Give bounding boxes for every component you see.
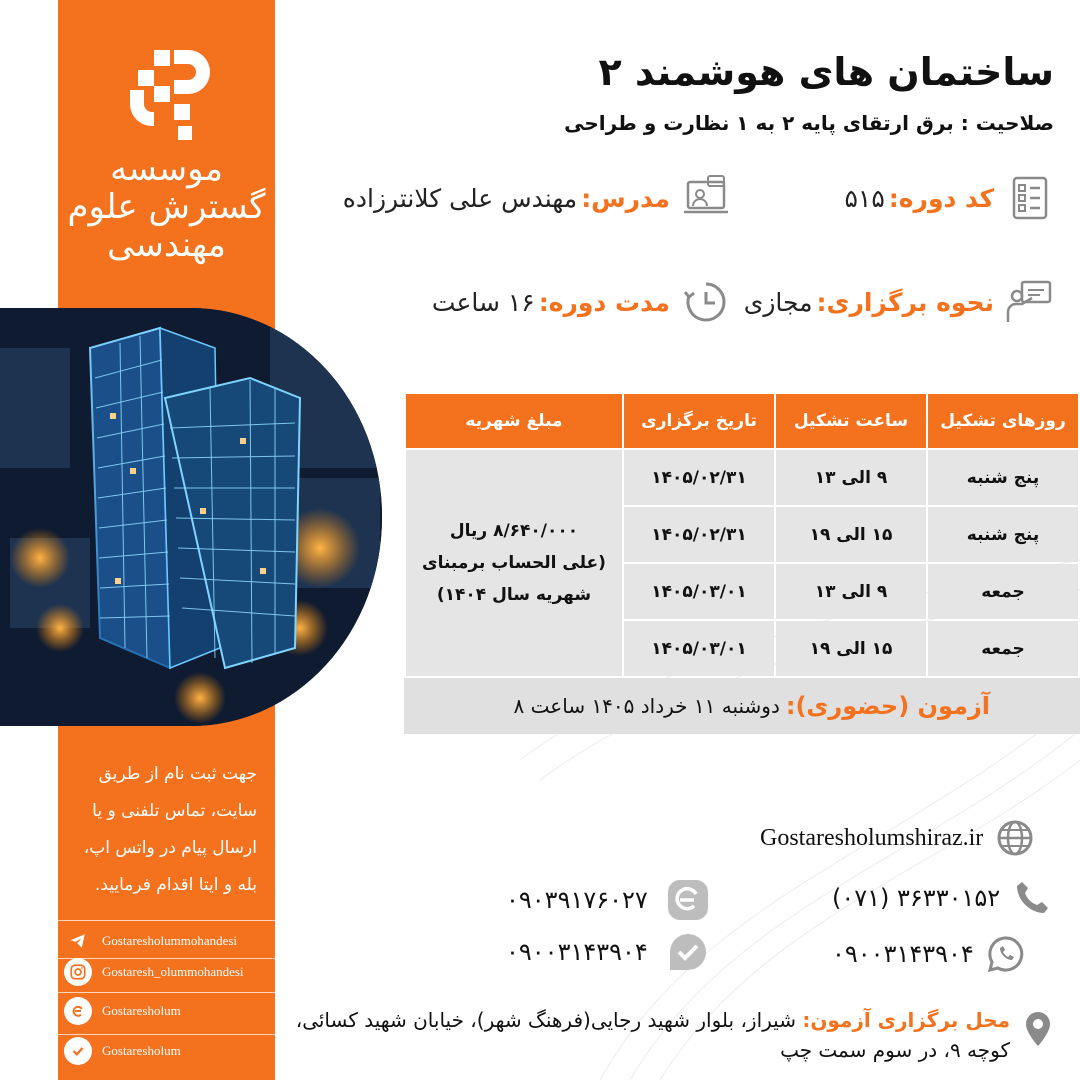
cell-day: جمعه [928, 564, 1078, 619]
divider [58, 1034, 275, 1035]
social-handle: Gostaresh_olummohandesi [102, 964, 244, 979]
course-code-label: کد دوره: [888, 183, 994, 213]
social-bale[interactable] [64, 1036, 181, 1066]
social-telegram[interactable] [64, 926, 237, 956]
cell-time: ۹ الی ۱۳ [776, 450, 926, 505]
exam-label: آزمون (حضوری): [785, 692, 990, 720]
address-label: محل برگزاری آزمون: [802, 1008, 1010, 1032]
institute-name-line: گسترش علوم [67, 187, 266, 227]
institute-name-line: مهندسی [107, 225, 226, 265]
teacher-icon [682, 174, 730, 222]
clock-icon [682, 278, 730, 326]
main-content [275, 0, 1080, 1080]
social-instagram[interactable] [64, 957, 244, 987]
eitaa-icon [64, 997, 92, 1025]
website-link[interactable]: Gostaresholumshiraz.ir [760, 824, 984, 851]
checklist-icon [1006, 174, 1054, 222]
cell-time: ۹ الی ۱۳ [776, 564, 926, 619]
course-subtitle: صلاحیت : برق ارتقای پایه ۲ به ۱ نظارت و طراحی [564, 111, 1054, 135]
presentation-icon [1006, 278, 1054, 326]
duration-value: ۱۶ ساعت [431, 287, 535, 317]
social-eitaa[interactable] [64, 996, 181, 1026]
institute-name-line: موسسه [110, 149, 223, 189]
bale-number[interactable]: ۰۹۰۰۳۱۴۳۹۰۴ [506, 938, 648, 966]
social-handle: Gostaresholum [102, 1043, 181, 1058]
whatsapp-number[interactable]: ۰۹۰۰۳۱۴۳۹۰۴ [832, 940, 974, 968]
institute-logo-icon [124, 44, 214, 144]
landline-number[interactable]: (۰۷۱) ۳۶۳۳۰۱۵۲ [832, 884, 1001, 912]
cell-time: ۱۵ الی ۱۹ [776, 621, 926, 676]
divider [58, 920, 275, 921]
social-handle: Gostaresholum [102, 1003, 181, 1018]
mode-label: نحوه برگزاری: [816, 287, 994, 317]
eitaa-number[interactable]: ۰۹۰۳۹۱۷۶۰۲۷ [506, 886, 648, 914]
registration-info-text: جهت ثبت نام از طریق سایت، تماس تلفنی و یا ارسال پیام در واتس اپ، بله و ایتا اقدام فرمایید. [83, 764, 257, 895]
fee-line: شهریه سال ۱۴۰۴) [436, 585, 592, 605]
mode-value: مجازی [743, 287, 813, 317]
fee-line: (علی الحساب برمبنای [422, 553, 606, 573]
cell-date: ۱۴۰۵/۰۳/۰۱ [624, 564, 774, 619]
address-value: شیراز، بلوار شهید رجایی(فرهنگ شهر)، خیابان شهید کسائی، کوچه ۹، در سوم سمت چپ [295, 1008, 1010, 1062]
social-handle: Gostaresholummohandesi [102, 933, 238, 948]
cell-date: ۱۴۰۵/۰۳/۰۱ [624, 621, 774, 676]
cell-date: ۱۴۰۵/۰۲/۳۱ [624, 507, 774, 562]
exam-value: دوشنبه ۱۱ خرداد ۱۴۰۵ ساعت ۸ [513, 694, 780, 718]
cell-date: ۱۴۰۵/۰۲/۳۱ [624, 450, 774, 505]
instagram-icon [64, 958, 92, 986]
bale-icon [64, 1037, 92, 1065]
teacher-row [343, 174, 730, 222]
cell-day: پنج شنبه [928, 450, 1078, 505]
header-fee: مبلغ شهریه [406, 394, 622, 448]
divider [58, 992, 275, 993]
teacher-value: مهندس علی کلانترزاده [342, 183, 578, 213]
header-time: ساعت تشکیل [776, 394, 926, 448]
course-code-value: ۵۱۵ [844, 183, 885, 213]
cell-day: پنج شنبه [928, 507, 1078, 562]
cell-day: جمعه [928, 621, 1078, 676]
telegram-icon [64, 927, 92, 955]
cell-time: ۱۵ الی ۱۹ [776, 507, 926, 562]
institute-name [58, 150, 275, 264]
teacher-label: مدرس: [581, 183, 670, 213]
duration-row [432, 278, 730, 326]
duration-label: مدت دوره: [538, 287, 670, 317]
header-days: روزهای تشکیل [928, 394, 1078, 448]
course-title: ساختمان های هوشمند ۲ [598, 50, 1054, 94]
header-date: تاریخ برگزاری [624, 394, 774, 448]
course-code-row [845, 174, 1055, 222]
fee-line: ۸/۶۴۰/۰۰۰ ریال [449, 521, 579, 541]
mode-row [744, 278, 1054, 326]
